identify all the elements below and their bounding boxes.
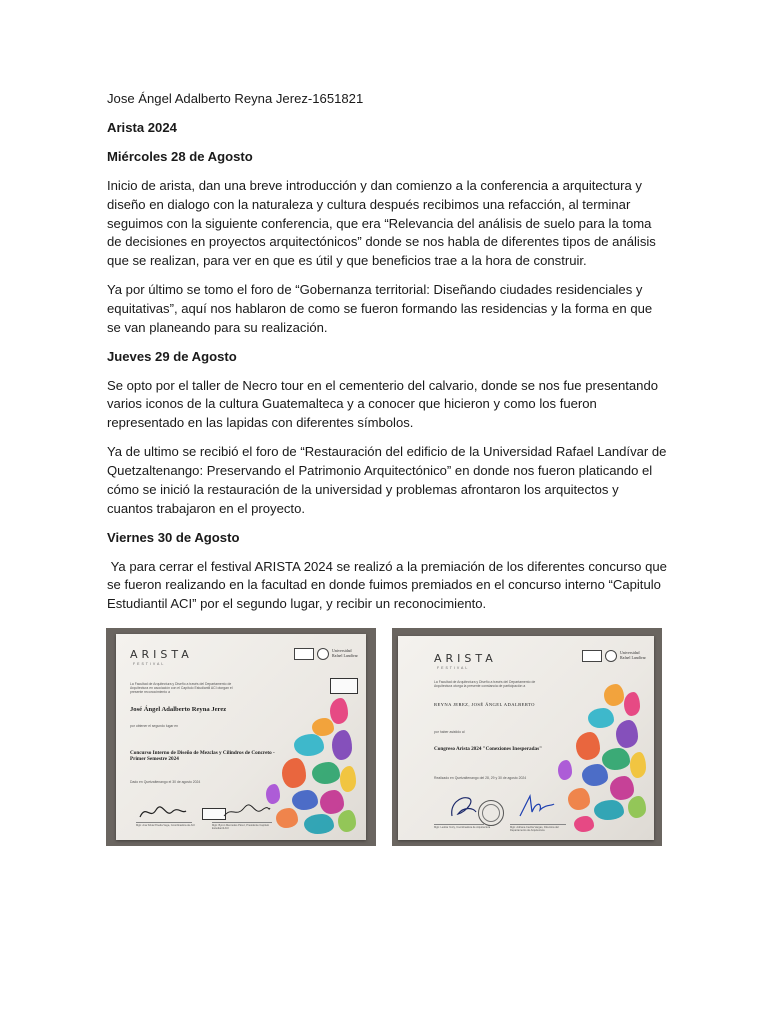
decorative-art	[568, 788, 590, 810]
university-seal-icon	[605, 650, 617, 662]
certificate-place: por haber asistido al	[434, 730, 465, 734]
arista-logo: ARISTA	[434, 652, 497, 665]
decorative-art	[330, 698, 348, 724]
decorative-art	[628, 796, 646, 818]
university-stamp-icon	[478, 800, 504, 826]
decorative-art	[604, 684, 624, 706]
institution-logos	[582, 650, 646, 662]
arista-logo-sub: FESTIVAL	[437, 666, 470, 670]
signature-icon	[446, 792, 480, 820]
decorative-art	[340, 766, 356, 792]
certificate-intro: La Facultad de Arquitectura y Diseño a través del Departamento de Arquitectura en asociación con el Capítulo Estudiantil ACI otorgan el presente reconocimiento a	[130, 682, 233, 695]
institution-logos	[294, 648, 358, 660]
decorative-art	[616, 720, 638, 748]
paragraph: Inicio de arista, dan una breve introducción y dan comienzo a la conferencia a arquitectura y diseño en dialogo con la naturaleza y cultura después recibimos una refacción, al terminar seguimos con la siguiente conferencia, que era “Relevancia del análisis de suelo para la toma de decisiones en proyectos arquitectónicos” donde se nos habla de diferentes tipos de análisis que se realizan, para ver en que es útil y que beneficios trae a la hora de construir.	[107, 177, 656, 269]
certificate-intro: La Facultad de Arquitectura y Diseño a través del Departamento de Arquitectura otorga la presente constancia de participación a	[434, 680, 536, 689]
certificate-paper	[116, 634, 366, 840]
signature-icon	[138, 802, 188, 822]
signature-label: Mgtr. Lesbia Yetzy, Coordinadora de Arquitectura	[434, 826, 491, 829]
decorative-art	[320, 790, 344, 814]
certificate-recipient: José Ángel Adalberto Reyna Jerez	[130, 706, 227, 713]
decorative-art	[294, 734, 324, 756]
signature-label: Mgtr. Adriana Cecilia Vargas, Directora del Departamento de Arquitectura	[510, 826, 559, 833]
arista-logo-sub: FESTIVAL	[133, 662, 166, 666]
certificate-award: Congreso Arista 2024 "Conexiones Inesperadas"	[434, 746, 542, 752]
faculty-logo-icon	[582, 650, 602, 662]
signature-label: Mgtr. Ana Silvia Pineda Vega, Coordinadora de ACI	[136, 824, 195, 827]
certificate-place: por obtener el segundo lugar en	[130, 724, 179, 728]
university-seal-icon	[317, 648, 329, 660]
decorative-art	[304, 814, 334, 834]
decorative-art	[588, 708, 614, 728]
section-heading-thursday: Jueves 29 de Agosto	[107, 348, 237, 364]
signature-line	[136, 822, 192, 823]
signature-icon	[516, 792, 556, 820]
author-line: Jose Ángel Adalberto Reyna Jerez-1651821	[107, 91, 364, 106]
signature-icon	[222, 802, 272, 822]
paragraph: Ya de ultimo se recibió el foro de “Restauración del edificio de la Universidad Rafael Landívar de Quetzaltenango: Preservando el Patrimonio Arquitectónico” en donde nos fueron platicando el cómo se inició la restauración de la universidad y problemas afrontaron los arquitectos y cuantos trabajaron en el proyecto.	[107, 444, 667, 516]
decorative-art	[594, 800, 624, 820]
section-heading-wednesday: Miércoles 28 de Agosto	[107, 148, 253, 164]
section-heading-friday: Viernes 30 de Agosto	[107, 529, 240, 545]
decorative-art	[276, 808, 298, 828]
decorative-art	[602, 748, 630, 770]
faculty-logo-icon	[294, 648, 314, 660]
signature-label: Mgtr. Byron Mercedes Pérez, Presidente Capítulo Estudiantil ACI	[212, 824, 270, 831]
decorative-art	[282, 758, 306, 788]
certificate-photo-left	[106, 628, 376, 846]
certificate-photo-right	[392, 628, 662, 846]
decorative-art	[292, 790, 318, 810]
decorative-art	[624, 692, 640, 716]
certificate-award: Concurso Interno de Diseño de Mezclas y Cilindros de Concreto - Primer Semestre 2024	[130, 750, 275, 763]
aci-chapter-logo-icon	[330, 678, 358, 694]
event-title: Arista 2024	[107, 119, 177, 135]
certificate-paper	[398, 636, 654, 840]
university-logo-label: Universidad Rafael Landívar	[620, 650, 646, 660]
paragraph: Se opto por el taller de Necro tour en el cementerio del calvario, donde se nos fue presentando varios iconos de la cultura Guatemalteca y a conocer que hicieron y como los fueron representado en las lapidas con diferentes símbolos.	[107, 377, 659, 431]
decorative-art	[312, 762, 340, 784]
decorative-art	[332, 730, 352, 760]
certificate-date: Realizado en Quetzaltenango del 28, 29 y 30 de agosto 2024	[434, 776, 527, 780]
decorative-art	[312, 718, 334, 736]
decorative-art	[630, 752, 646, 778]
signature-line	[510, 824, 566, 825]
decorative-art	[338, 810, 356, 832]
arista-logo: ARISTA	[130, 648, 193, 661]
decorative-art	[582, 764, 608, 786]
decorative-art	[610, 776, 634, 800]
paragraph: Ya para cerrar el festival ARISTA 2024 se realizó a la premiación de los diferentes concurso que se fueron realizando en la facultad en donde fuimos premiados en el concurso interno “Capitulo Estudiantil ACI” por el segundo lugar, y recibir un reconocimiento.	[107, 558, 671, 612]
certificate-recipient: REYNA JEREZ, JOSÉ ÁNGEL ADALBERTO	[434, 702, 535, 707]
decorative-art	[266, 784, 280, 804]
signature-line	[434, 824, 484, 825]
university-logo-label: Universidad Rafael Landívar	[332, 648, 358, 658]
document-body	[107, 90, 671, 624]
certificate-date: Dado en Quetzaltenango el 30 de agosto 2024	[130, 780, 201, 784]
signature-line	[212, 822, 272, 823]
decorative-art	[574, 816, 594, 832]
decorative-art	[576, 732, 600, 760]
decorative-art	[558, 760, 572, 780]
paragraph: Ya por último se tomo el foro de “Gobernanza territorial: Diseñando ciudades residenciales y equitativas”, aquí nos hablaron de como se fueron formando las residencias y la forma en que se van planeando para su realización.	[107, 282, 653, 335]
